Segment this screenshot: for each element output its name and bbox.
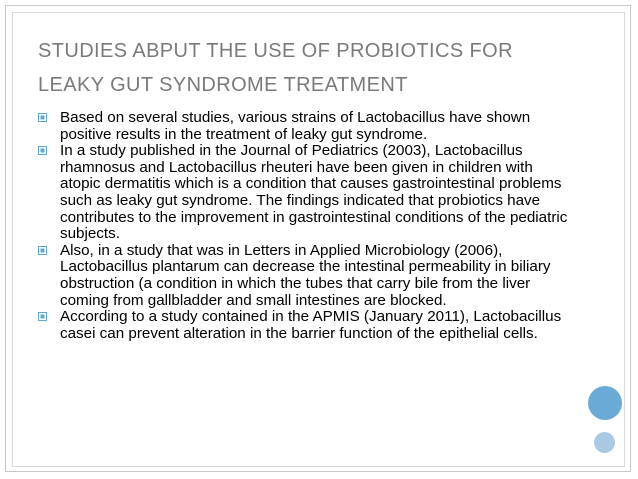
slide-title <box>38 34 578 102</box>
decorative-circle-small <box>594 432 615 453</box>
bullet-text: Also, in a study that was in Letters in Applied Microbiology (2006), Lactobacillus plantarum can decrease the intestinal permeability in biliary obstruction (a condition in which the tubes that carry bile from the liver coming from gallbladder and small intestines are blocked. <box>60 241 551 309</box>
slide-title-line1: STUDIES ABPUT THE USE OF PROBIOTICS FOR <box>38 40 513 62</box>
bullet-list <box>38 110 568 342</box>
decorative-circle-large <box>588 386 622 420</box>
bullet-text: In a study published in the Journal of Pediatrics (2003), Lactobacillus rhamnosus and Lactobacillus rheuteri have been given in children with atopic dermatitis which is a condition that causes gastrointestinal problems such as leaky gut syndrome. The findings indicated that probiotics have contributes to the improvement in gastrointestinal conditions of the pediatric subjects. <box>60 142 568 243</box>
bullet-text: According to a study contained in the APMIS (January 2011), Lactobacillus casei can prevent alteration in the barrier function of the epithelial cells. <box>60 308 562 342</box>
bullet-point-icon <box>38 146 47 155</box>
bullet-item <box>38 143 568 243</box>
bullet-item <box>38 110 568 143</box>
bullet-point-icon <box>38 246 47 255</box>
bullet-point-icon <box>38 312 47 321</box>
bullet-text: Based on several studies, various strains of Lactobacillus have shown positive results in the treatment of leaky gut syndrome. <box>60 109 531 143</box>
bullet-item <box>38 309 568 342</box>
bullet-point-icon <box>38 113 47 122</box>
bullet-item <box>38 243 568 309</box>
slide-title-line2: LEAKY GUT SYNDROME TREATMENT <box>38 74 408 96</box>
